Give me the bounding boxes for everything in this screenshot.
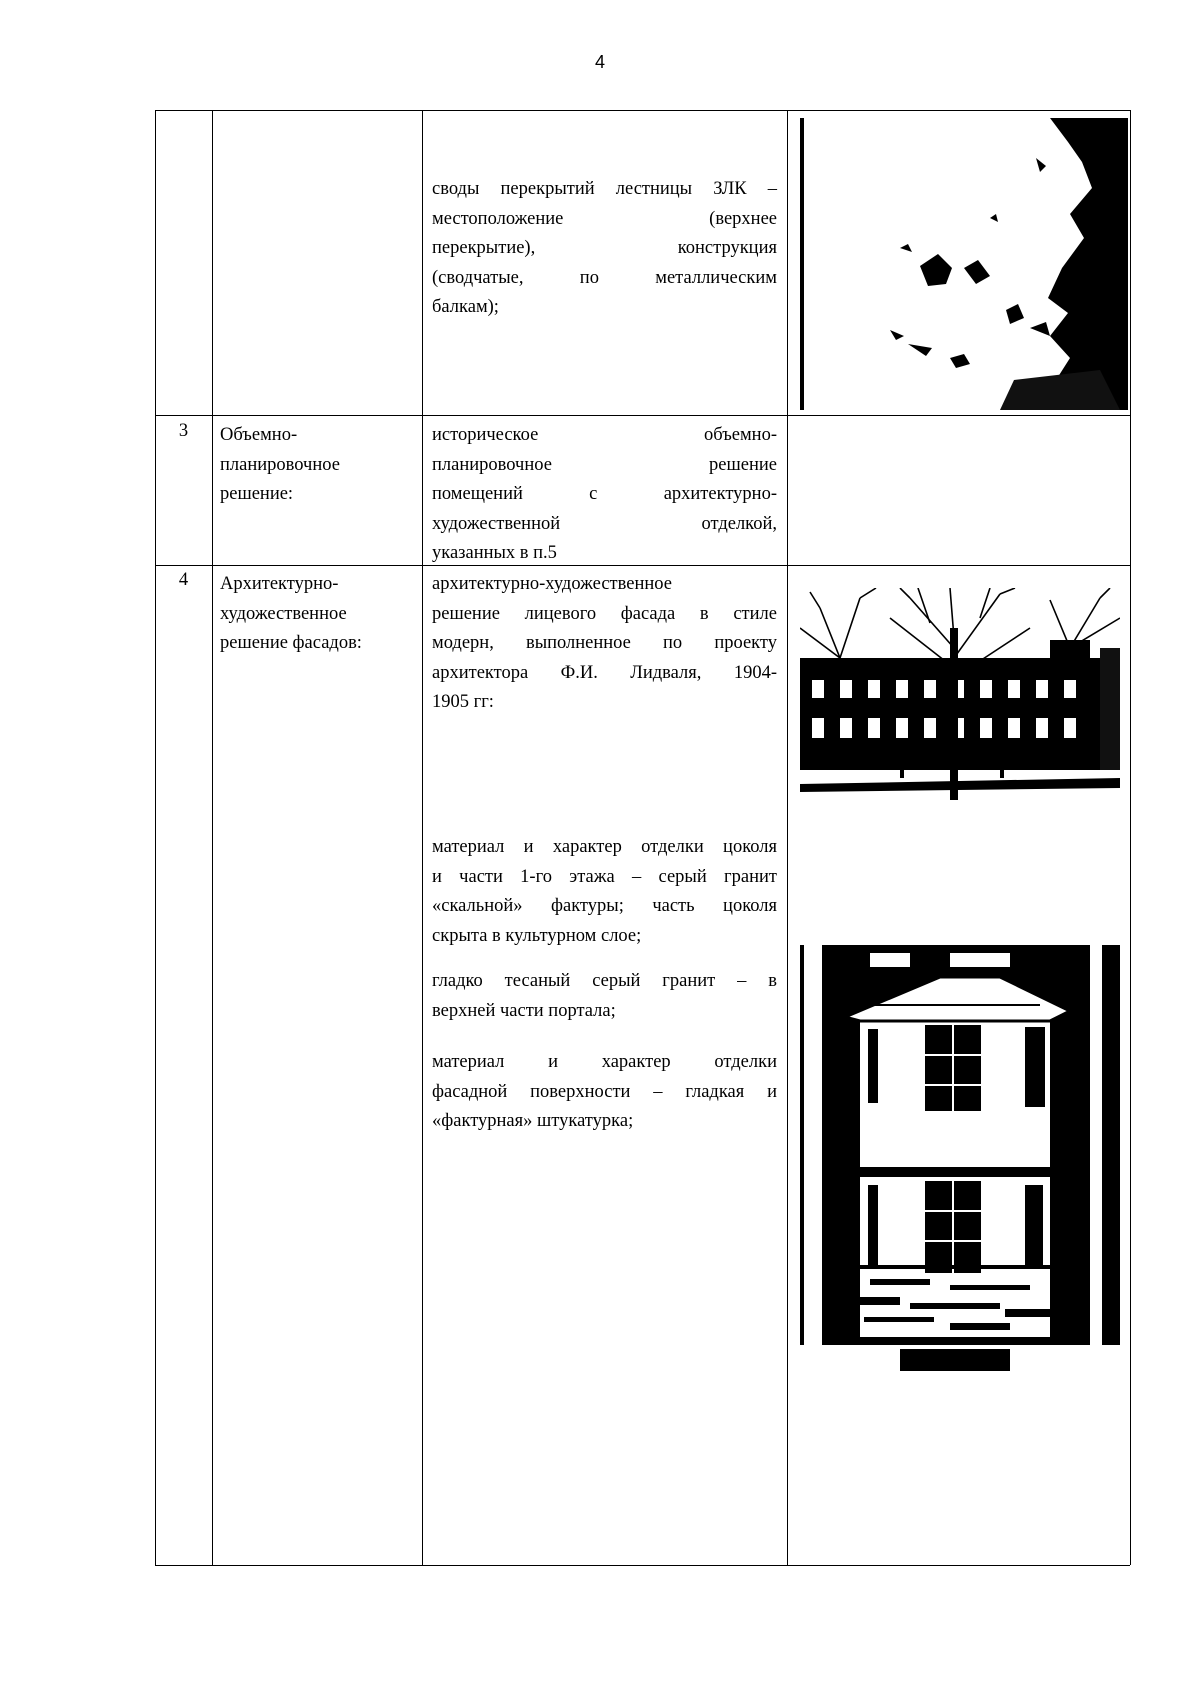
name-line: решение: (220, 484, 294, 504)
attributes-table (155, 110, 1130, 1565)
facade-photo (800, 588, 1120, 800)
text-line: материал и характер отделки цоколя (432, 837, 777, 857)
text-line: балкам); (432, 297, 499, 317)
text-line: помещений с архитектурно- (432, 484, 777, 504)
text-line: «фактурная» штукатурка; (432, 1111, 634, 1131)
row-4-description-plaster (432, 1048, 777, 1137)
text-line: фасадной поверхности – гладкая и (432, 1081, 777, 1102)
row-3-number: 3 (178, 421, 189, 441)
name-line: Объемно- (220, 425, 298, 445)
text-line: гладко тесаный серый гранит – в (432, 971, 777, 991)
corner-bay-photo (800, 945, 1120, 1371)
page-number: 4 (594, 52, 605, 72)
text-line: материал и характер отделки (432, 1052, 777, 1072)
row-4-name (220, 570, 415, 659)
text-line: верхней части портала; (432, 1000, 616, 1021)
row-1-description (432, 175, 777, 323)
text-line: модерн, выполненное по проекту (432, 633, 777, 653)
text-line: решение лицевого фасада в стиле (432, 603, 777, 624)
text-line: скрыта в культурном слое; (432, 925, 642, 946)
text-line: планировочное решение (432, 454, 777, 475)
text-line: архитектурно-художественное (432, 574, 672, 594)
staircase-vault-photo (800, 118, 1128, 410)
text-line: своды перекрытий лестницы ЗЛК – (432, 179, 777, 199)
text-line: и части 1-го этажа – серый гранит (432, 866, 777, 887)
name-line: художественное (220, 603, 347, 624)
name-line: решение фасадов: (220, 633, 362, 653)
row-3-name (220, 421, 415, 510)
text-line: историческое объемно- (432, 425, 777, 445)
name-line: планировочное (220, 454, 340, 475)
text-line: «скальной» фактуры; часть цоколя (432, 896, 777, 916)
row-4-description-portal (432, 967, 777, 1026)
row-4-number: 4 (178, 570, 189, 590)
text-line: указанных в п.5 (432, 543, 557, 563)
row-3-description (432, 421, 777, 569)
text-line: перекрытие), конструкция (432, 238, 777, 258)
text-line: архитектора Ф.И. Лидваля, 1904- (432, 662, 777, 683)
text-line: местоположение (верхнее (432, 208, 777, 229)
text-line: (сводчатые, по металлическим (432, 267, 777, 288)
name-line: Архитектурно- (220, 574, 339, 594)
row-4-description-facade (432, 570, 777, 718)
row-4-description-plinth (432, 833, 777, 951)
text-line: художественной отделкой, (432, 513, 777, 534)
text-line: 1905 гг: (432, 692, 494, 712)
